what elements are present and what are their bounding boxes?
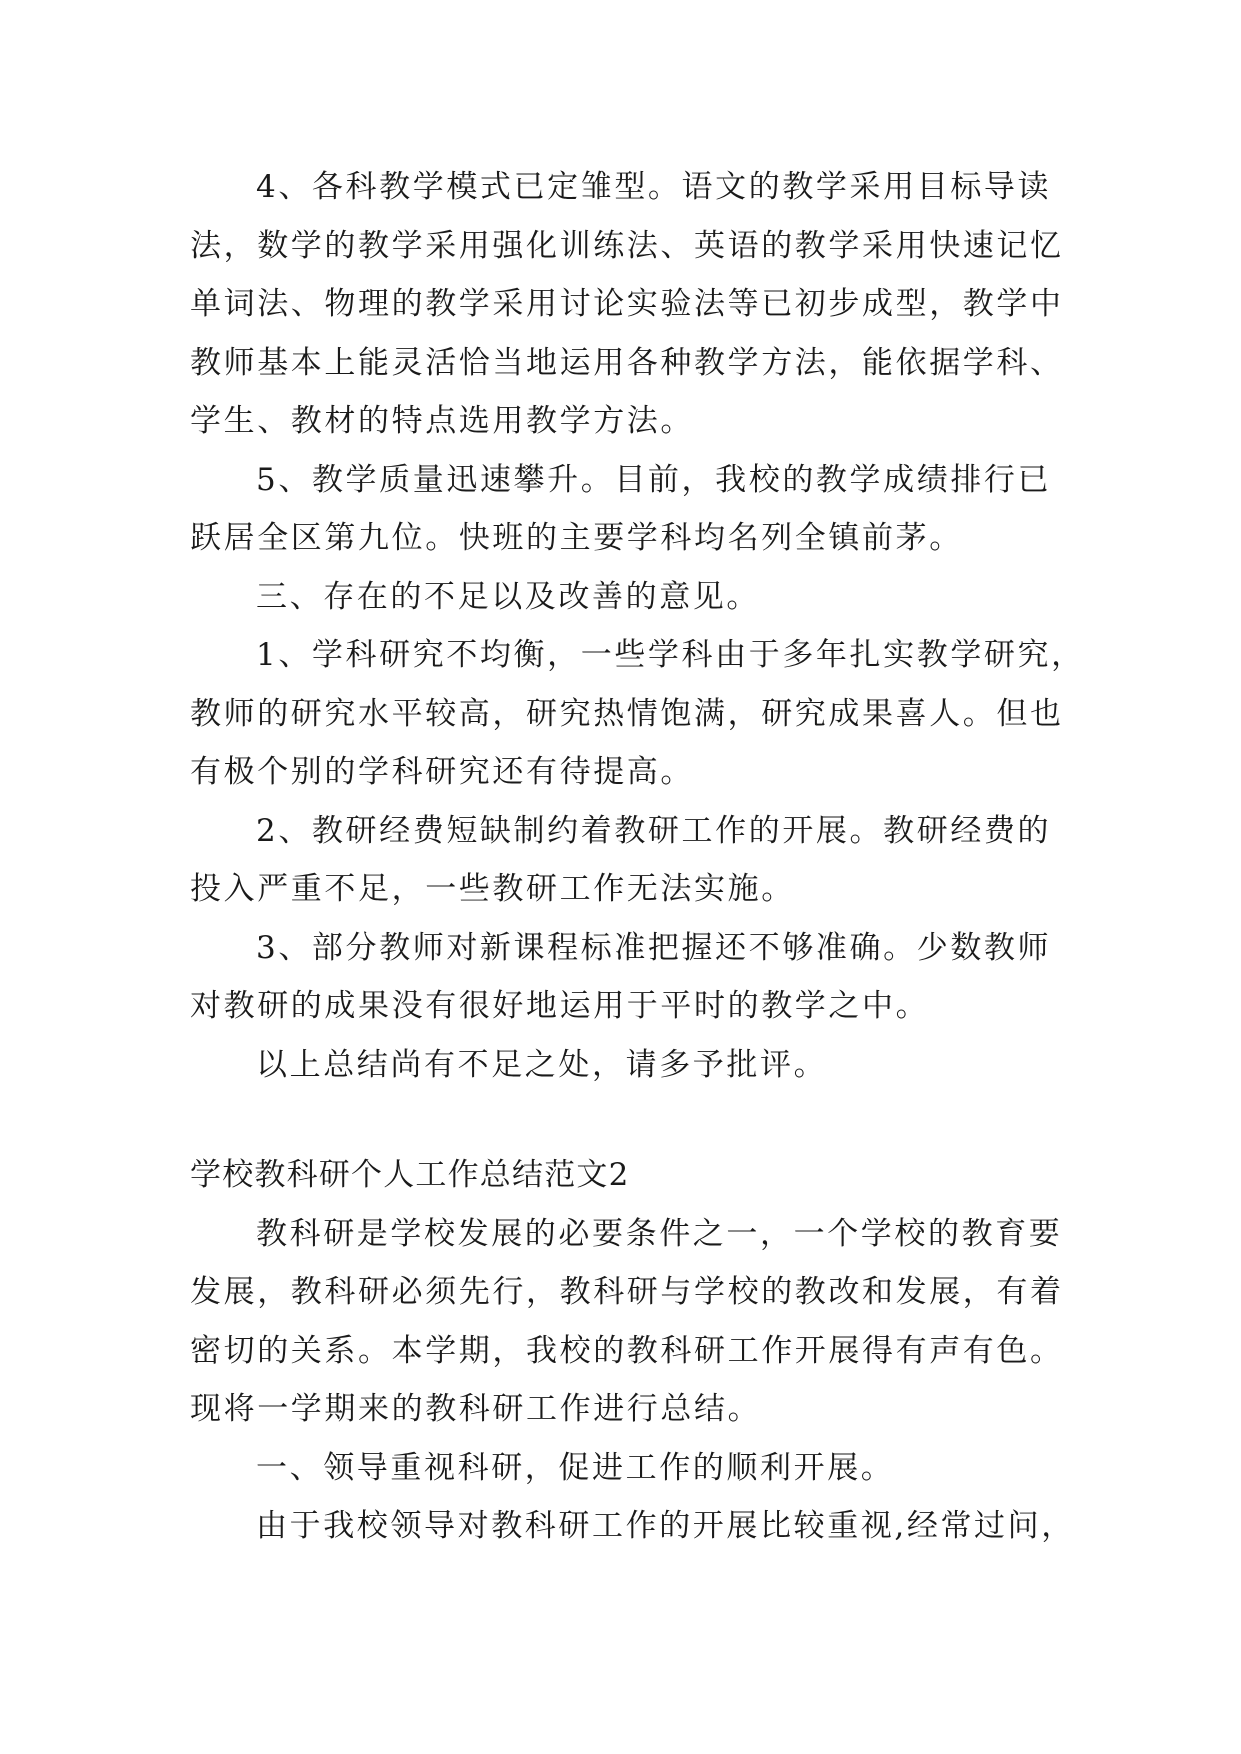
text-line: 一、领导重视科研，促进工作的顺利开展。 xyxy=(256,1449,895,1486)
text-line: 单词法、物理的教学采用讨论实验法等已初步成型，教学中 xyxy=(190,286,1064,322)
section-title: 学校教科研个人工作总结范文2 xyxy=(190,1157,630,1193)
text-line: 法，数学的教学采用强化训练法、英语的教学采用快速记忆 xyxy=(190,227,1064,264)
text-line: 1、学科研究不均衡，一些学科由于多年扎实教学研究， xyxy=(256,637,1085,673)
text-line: 学生、教材的特点选用教学方法。 xyxy=(190,403,694,439)
text-line: 密切的关系。本学期，我校的教科研工作开展得有声有色。 xyxy=(190,1332,1064,1369)
section-gap xyxy=(190,1094,1070,1146)
text-line: 5、教学质量迅速攀升。目前，我校的教学成绩排行已 xyxy=(256,461,1052,498)
document-body xyxy=(190,158,1085,1556)
summary-part-2 xyxy=(190,1205,1075,1556)
text-line: 三、存在的不足以及改善的意见。 xyxy=(256,578,760,615)
text-line: 以上总结尚有不足之处，请多予批评。 xyxy=(256,1046,828,1083)
text-line: 教科研是学校发展的必要条件之一，一个学校的教育要 xyxy=(256,1215,1063,1252)
text-line: 对教研的成果没有很好地运用于平时的教学之中。 xyxy=(190,988,930,1024)
text-line: 教师的研究水平较高，研究热情饱满，研究成果喜人。但也 xyxy=(190,695,1064,732)
text-line: 现将一学期来的教科研工作进行总结。 xyxy=(190,1391,762,1427)
text-line: 由于我校领导对教科研工作的开展比较重视,经常过问， xyxy=(256,1508,1075,1544)
text-line: 跃居全区第九位。快班的主要学科均名列全镇前茅。 xyxy=(190,520,963,556)
text-line: 投入严重不足，一些教研工作无法实施。 xyxy=(190,871,795,907)
text-line: 3、部分教师对新课程标准把握还不够准确。少数教师 xyxy=(256,929,1052,966)
summary-part-1 xyxy=(190,158,1085,1094)
text-line: 发展，教科研必须先行，教科研与学校的教改和发展，有着 xyxy=(190,1274,1064,1310)
text-line: 教师基本上能灵活恰当地运用各种教学方法，能依据学科、 xyxy=(190,344,1064,381)
text-line: 2、教研经费短缺制约着教研工作的开展。教研经费的 xyxy=(256,812,1052,849)
text-line: 4、各科教学模式已定雏型。语文的教学采用目标导读 xyxy=(256,169,1052,205)
text-line: 有极个别的学科研究还有待提高。 xyxy=(190,754,694,790)
